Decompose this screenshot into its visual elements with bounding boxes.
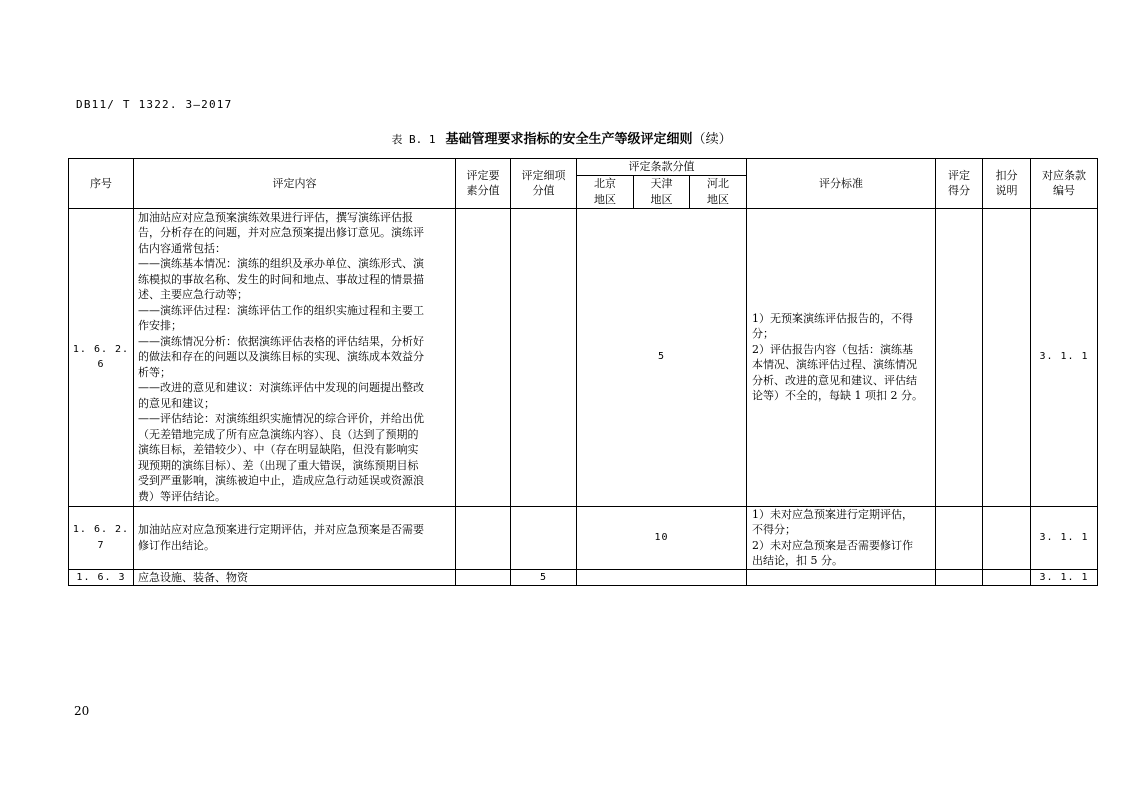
row-content: 加油站应对应急预案进行定期评估，并对应急预案是否需要 修订作出结论。	[134, 506, 456, 569]
row-criteria	[747, 569, 936, 586]
page-number: 20	[74, 704, 90, 718]
row-score	[936, 506, 983, 569]
header-clause-score-group: 评定条款分值	[577, 159, 747, 176]
row-deduction	[983, 506, 1031, 569]
row-deduction	[983, 569, 1031, 586]
row-score	[936, 569, 983, 586]
row-criteria: 1）未对应急预案进行定期评估， 不得分； 2）未对应急预案是否需要修订作 出结论，扣 5 分。	[747, 506, 936, 569]
table-number: 表 B. 1	[391, 133, 436, 146]
row-detail-score	[511, 208, 577, 506]
row-clause-score: 5	[577, 208, 747, 506]
table-title	[0, 128, 1123, 147]
row-ref-clause: 3. 1. 1	[1031, 506, 1098, 569]
table-title-text: 基础管理要求指标的安全生产等级评定细则	[445, 132, 693, 147]
row-element-score	[456, 506, 511, 569]
evaluation-table	[68, 158, 1098, 586]
header-deduction: 扣分 说明	[983, 159, 1031, 209]
header-detail-score: 评定细项 分值	[511, 159, 577, 209]
row-deduction	[983, 208, 1031, 506]
row-criteria: 1）无预案演练评估报告的，不得 分； 2）评估报告内容（包括：演练基 本情况、演练评估过程、演练情况 分析、改进的意见和建议、评估结 论等）不全的，每缺 1 项扣 2 分。	[747, 208, 936, 506]
row-detail-score	[511, 506, 577, 569]
row-element-score	[456, 569, 511, 586]
document-code: DB11/ T 1322. 3—2017	[76, 98, 233, 111]
header-score: 评定 得分	[936, 159, 983, 209]
header-criteria: 评分标准	[747, 159, 936, 209]
table-row	[69, 208, 1098, 506]
header-element-score: 评定要 素分值	[456, 159, 511, 209]
header-hebei: 河北 地区	[690, 175, 747, 208]
header-tianjin: 天津 地区	[634, 175, 690, 208]
row-ref-clause: 3. 1. 1	[1031, 208, 1098, 506]
header-content: 评定内容	[134, 159, 456, 209]
row-content: 应急设施、装备、物资	[134, 569, 456, 586]
row-ref-clause: 3. 1. 1	[1031, 569, 1098, 586]
header-seq: 序号	[69, 159, 134, 209]
table-row	[69, 506, 1098, 569]
row-element-score	[456, 208, 511, 506]
row-seq: 1. 6. 2. 7	[69, 506, 134, 569]
row-seq: 1. 6. 2. 6	[69, 208, 134, 506]
table-continued-label: （续）	[692, 132, 732, 147]
row-clause-score	[577, 569, 747, 586]
row-seq: 1. 6. 3	[69, 569, 134, 586]
header-ref-clause: 对应条款 编号	[1031, 159, 1098, 209]
header-beijing: 北京 地区	[577, 175, 634, 208]
row-detail-score: 5	[511, 569, 577, 586]
row-score	[936, 208, 983, 506]
row-content: 加油站应对应急预案演练效果进行评估，撰写演练评估报 告，分析存在的问题，并对应急预案提出修订意见。演练评 估内容通常包括： ——演练基本情况：演练的组织及承办单位、演练形式、演 练模拟的事故名称、发生的时间和地点、事故过程的情景描 述、主要应急行动等； ——演练评估过程：演练评估工作的组织实施过程和主要工 作安排； ——演练情况分析：依据演练评估表格的评估结果，分析好 的做法和存在的问题以及演练目标的实现、演练成本效益分 析等； ——改进的意见和建议：对演练评估中发现的问题提出整改 的意见和建议； ——评估结论：对演练组织实施情况的综合评价，并给出优 （无差错地完成了所有应急演练内容）、良（达到了预期的 演练目标，差错较少）、中（存在明显缺陷，但没有影响实 现预期的演练目标）、差（出现了重大错误，演练预期目标 受到严重影响，演练被迫中止，造成应急行动延误或资源浪 费）等评估结论。	[134, 208, 456, 506]
table-row	[69, 569, 1098, 586]
row-clause-score: 10	[577, 506, 747, 569]
